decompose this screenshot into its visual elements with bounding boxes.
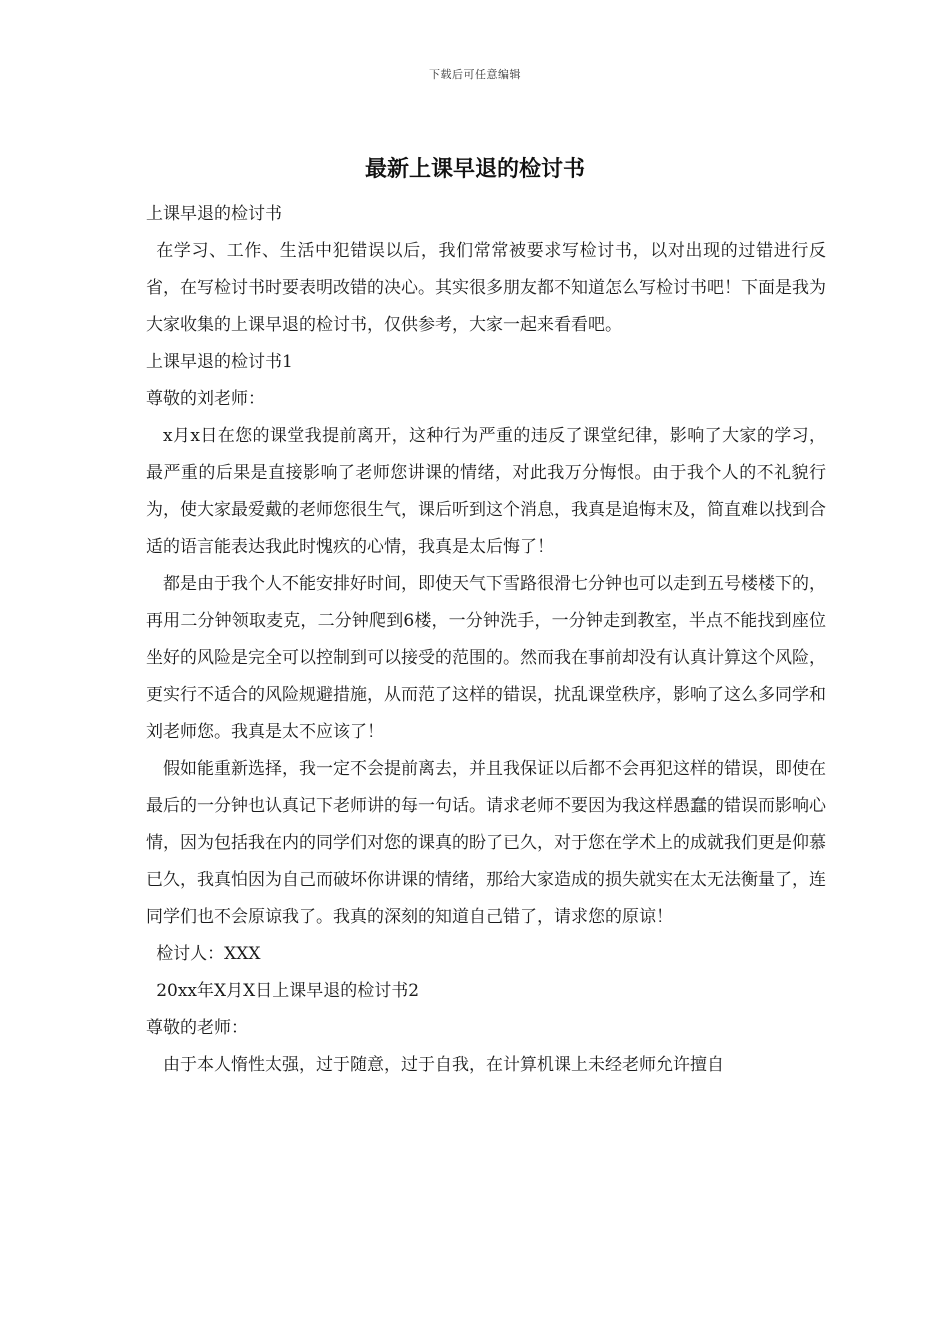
intro-paragraph: 在学习、工作、生活中犯错误以后，我们常常被要求写检讨书，以对出现的过错进行反省，在写检讨书时要表明改错的决心。其实很多朋友都不知道怎么写检讨书吧！下面是我为大家收集的上课早退的检讨书，仅供参考，大家一起来看看吧。 [146,241,826,335]
body-paragraph-4: 由于本人惰性太强，过于随意，过于自我，在计算机课上未经老师允许擅自 [163,1055,724,1075]
page-header-note: 下载后可任意编辑 [429,68,521,81]
date-and-section-heading-2: 20xx年X月X日上课早退的检讨书2 [156,981,420,1001]
document-body [146,196,826,1084]
salutation-1: 尊敬的刘老师： [146,389,265,409]
body-paragraph-2: 都是由于我个人不能安排好时间，即使天气下雪路很滑七分钟也可以走到五号楼楼下的，再用二分钟领取麦克，二分钟爬到6楼，一分钟洗手，一分钟走到教室，半点不能找到座位坐好的风险是完全可以控制到可以接受的范围的。然而我在事前却没有认真计算这个风险，更实行不适合的风险规避措施，从而范了这样的错误，扰乱课堂秩序，影响了这么多同学和刘老师您。我真是太不应该了！ [146,574,826,742]
body-paragraph-1: x月x日在您的课堂我提前离开，这种行为严重的违反了课堂纪律，影响了大家的学习，最严重的后果是直接影响了老师您讲课的情绪，对此我万分悔恨。由于我个人的不礼貌行为，使大家最爱戴的老师您很生气，课后听到这个消息，我真是追悔末及，简直难以找到合适的语言能表达我此时愧疚的心情，我真是太后悔了！ [146,426,826,557]
salutation-2: 尊敬的老师： [146,1018,248,1038]
intro-heading: 上课早退的检讨书 [146,204,282,224]
body-paragraph-3: 假如能重新选择，我一定不会提前离去，并且我保证以后都不会再犯这样的错误，即使在最后的一分钟也认真记下老师讲的每一句话。请求老师不要因为我这样愚蠢的错误而影响心情，因为包括我在内的同学们对您的课真的盼了已久，对于您在学术上的成就我们更是仰慕已久，我真怕因为自己而破坏你讲课的情绪，那给大家造成的损失就实在太无法衡量了，连同学们也不会原谅我了。我真的深刻的知道自己错了，请求您的原谅！ [146,759,826,927]
section-heading-1: 上课早退的检讨书1 [146,352,293,372]
document-title: 最新上课早退的检讨书 [364,156,585,182]
signature-line: 检讨人：XXX [156,944,261,964]
